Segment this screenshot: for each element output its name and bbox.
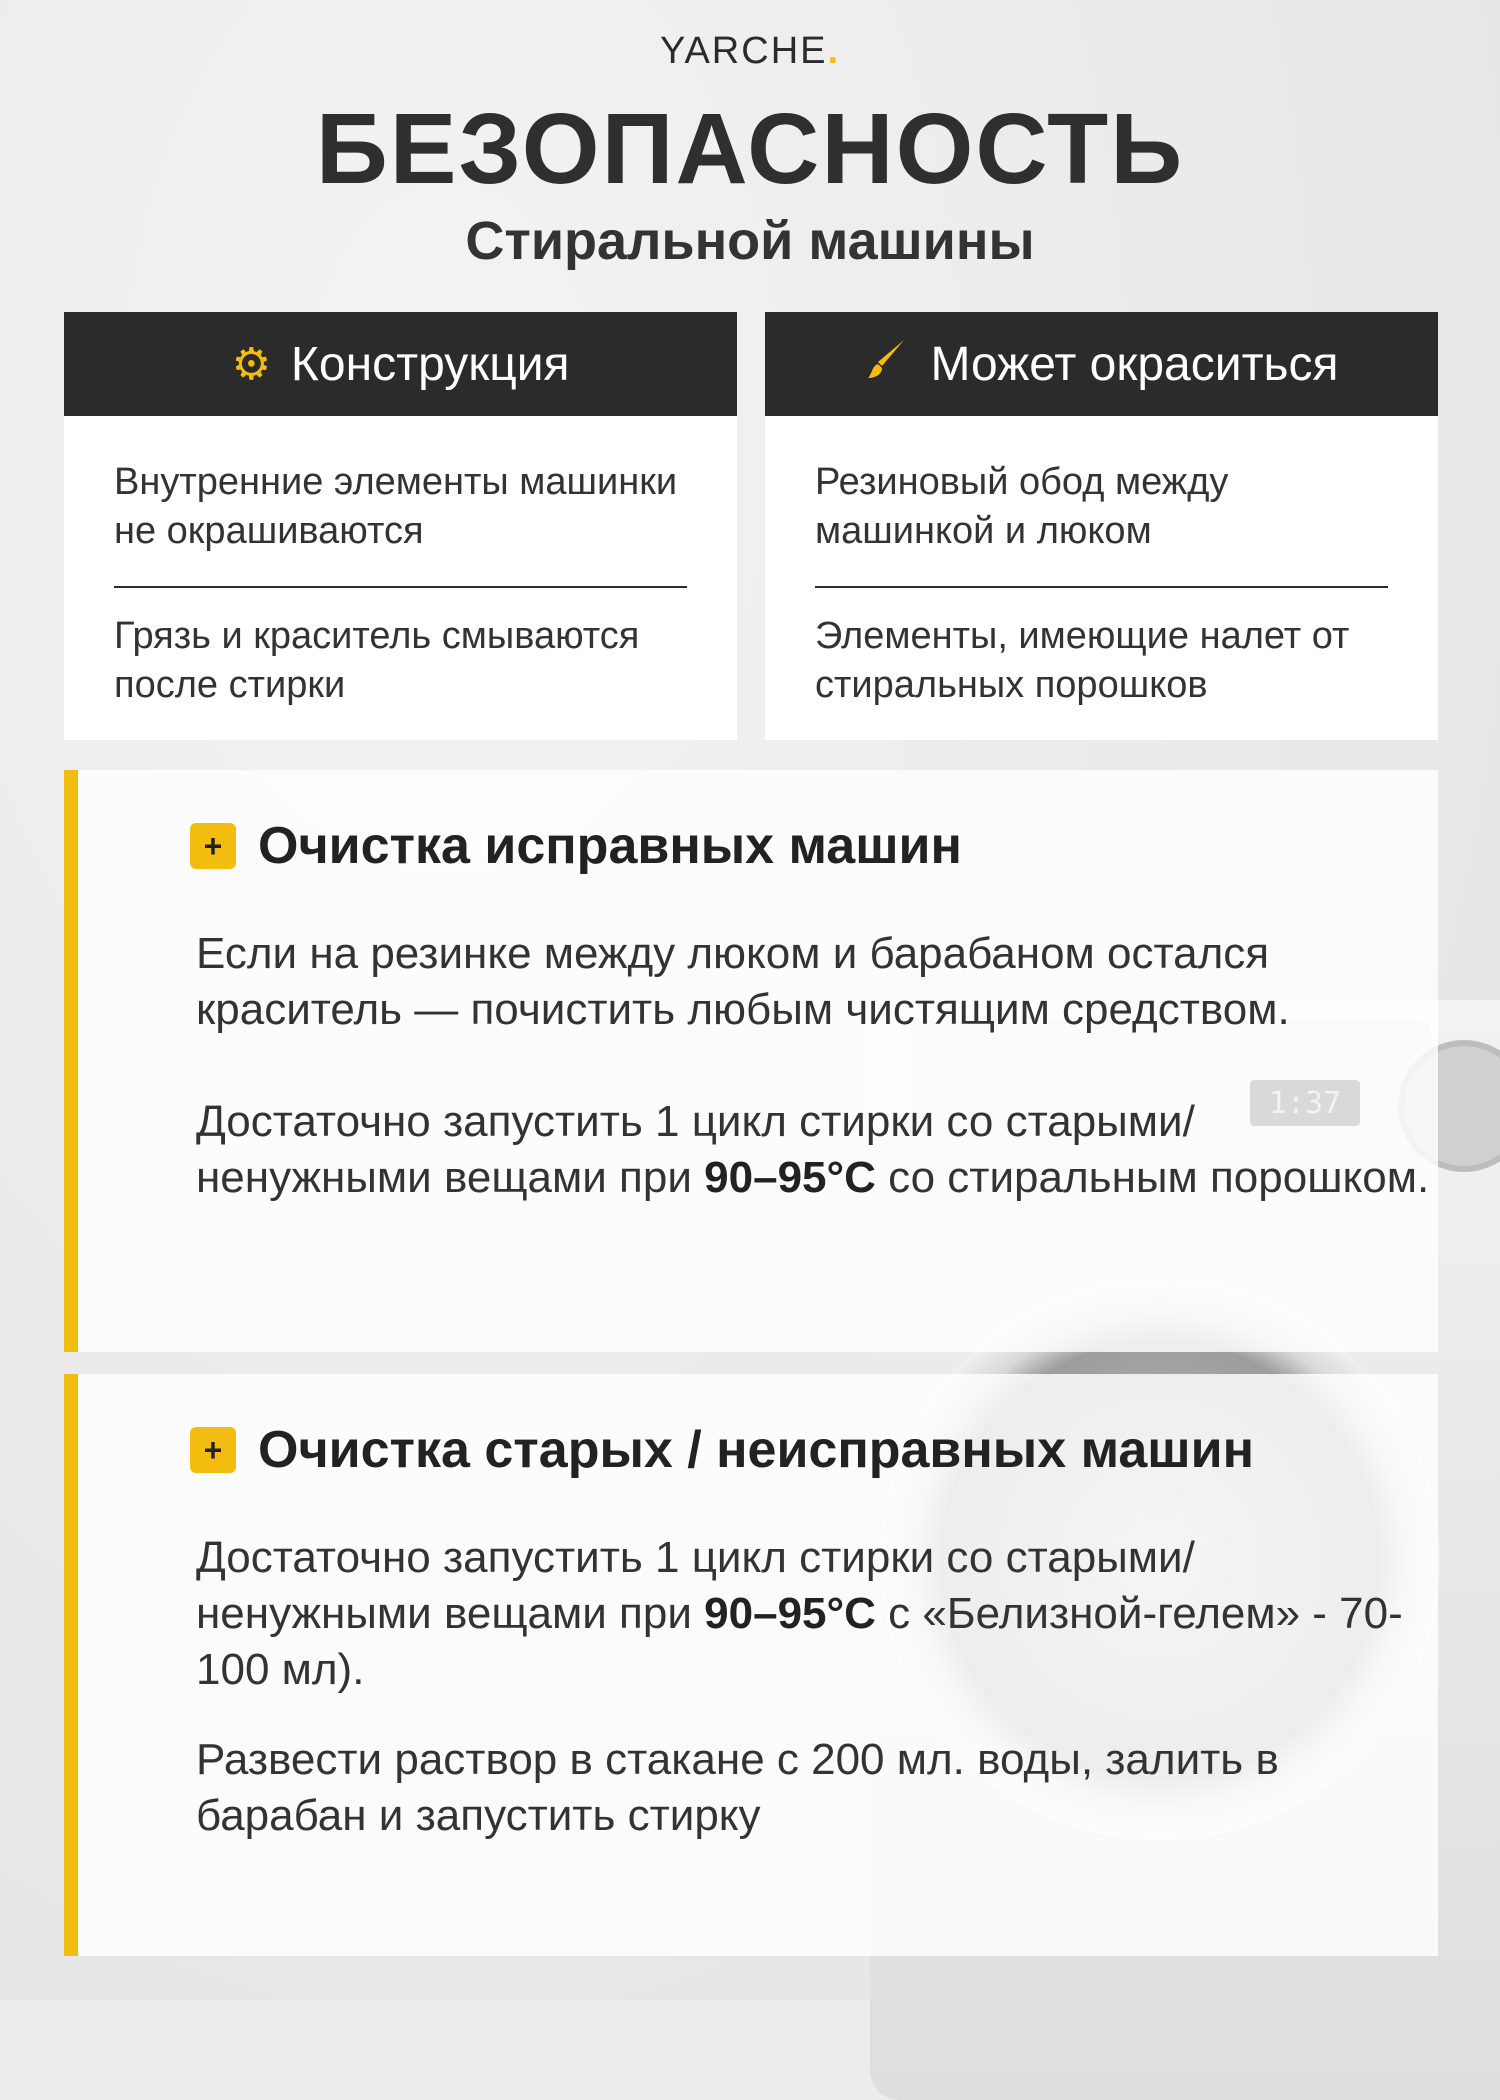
section-header [196,816,1438,876]
page-title: БЕЗОПАСНОСТЬ [315,93,1185,205]
gear-icon: ⚙ [231,339,271,389]
card-header [765,312,1438,416]
section-paragraph: Достаточно запустить 1 цикл стирки со старыми/ ненужными вещами при 90–95°С со стиральным порошком. [196,1097,1430,1202]
section-paragraph: Достаточно запустить 1 цикл стирки со старыми/ ненужными вещами при 90–95°С с «Белизной-гелем» - 70-100 мл). [196,1533,1403,1694]
section-working-machines [64,770,1438,1352]
brand-logo [0,30,1500,73]
plus-icon: + [190,1427,236,1473]
section-old-machines [64,1374,1438,1956]
section-header [196,1420,1438,1480]
section-title: Очистка исправных машин [258,817,962,875]
temperature-highlight: 90–95°С [704,1153,876,1202]
divider [114,586,687,588]
card-header [64,312,737,416]
brand-dot: . [827,30,841,72]
page-subtitle: Стиральной машины [465,211,1035,271]
card-item: Резиновый обод между машинкой и люком [815,461,1229,552]
card-may-stain [765,312,1438,740]
temperature-highlight: 90–95°С [704,1589,876,1638]
card-title: Может окраситься [930,337,1339,391]
card-item: Элементы, имеющие налет от стиральных порошков [815,615,1350,706]
brand-name: YARCHE [659,30,828,72]
card-item: Внутренние элементы машинки не окрашиваются [114,461,678,552]
card-construction [64,312,737,740]
plus-icon: + [190,823,236,869]
paintbrush-icon [864,336,910,393]
card-title: Конструкция [290,337,570,391]
card-item: Грязь и краситель смываются после стирки [114,615,640,706]
section-paragraph: Развести раствор в стакане с 200 мл. воды, залить в барабан и запустить стирку [196,1735,1279,1840]
section-paragraph: Если на резинке между люком и барабаном остался краситель — почистить любым чистящим средством. [196,929,1290,1034]
divider [815,586,1388,588]
section-title: Очистка старых / неисправных машин [258,1421,1254,1479]
